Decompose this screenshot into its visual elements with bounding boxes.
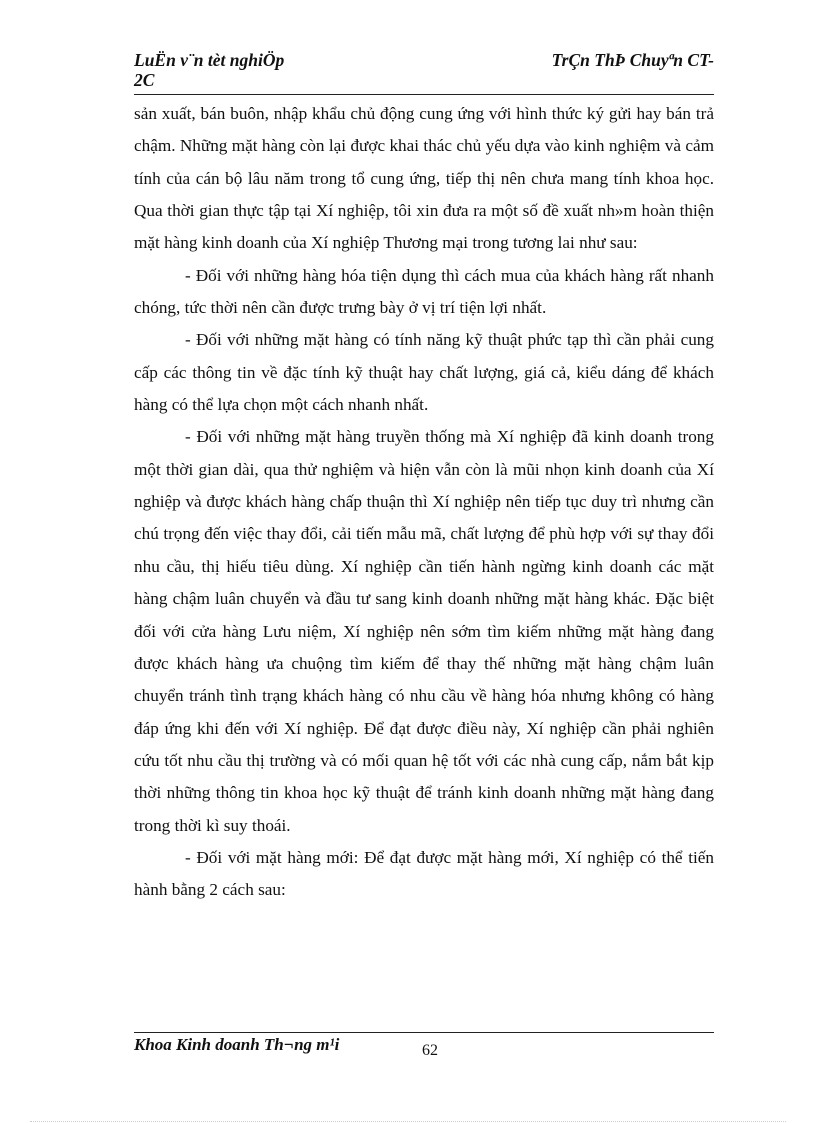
document-body — [134, 98, 714, 907]
paragraph-traditional-goods: - Đối với những mặt hàng truyền thống mà Xí nghiệp đã kinh doanh trong một thời gian dài, qua thử nghiệm và hiện vẫn còn là mũi nhọn kinh doanh của Xí nghiệp và được khách hàng chấp thuận thì Xí nghiệp nên tiếp tục duy trì nhưng cần chú trọng đến việc thay đổi, cải tiến mẫu mã, chất lượng để phù hợp với sự thay đổi nhu cầu, thị hiếu tiêu dùng. Xí nghiệp cần tiến hành ngừng kinh doanh các mặt hàng chậm luân chuyển và đầu tư sang kinh doanh những mặt hàng khác. Đặc biệt đối với cửa hàng Lưu niệm, Xí nghiệp nên sớm tìm kiếm những mặt hàng đang được khách hàng ưa chuộng tìm kiếm để thay thế những mặt hàng chậm luân chuyển tránh tình trạng khách hàng có nhu cầu về hàng hóa nhưng không có hàng đáp ứng khi đến với Xí nghiệp. Để đạt được điều này, Xí nghiệp cần phải nghiên cứu tốt nhu cầu thị trường và có mối quan hệ tốt với các nhà cung cấp, nắm bắt kịp thời những thông tin khoa học kỹ thuật để tránh kinh doanh những mặt hàng đang trong thời kì suy thoái. — [134, 427, 714, 835]
page-footer — [134, 1032, 714, 1073]
footer-faculty: Khoa Kinh doanh Th¬ng m¹i — [134, 1035, 340, 1054]
page-header — [134, 50, 714, 95]
page-number: 62 — [422, 1042, 438, 1059]
paragraph-intro: sản xuất, bán buôn, nhập khẩu chủ động cung ứng với hình thức ký gửi hay bán trả chậm. Những mặt hàng còn lại được khai thác chủ yếu dựa vào kinh nghiệm và cảm tính của cán bộ lâu năm trong tổ cung ứng, tiếp thị nên chưa mang tính khoa học. Qua thời gian thực tập tại Xí nghiệp, tôi xin đưa ra một số đề xuất nh»m hoàn thiện mặt hàng kinh doanh của Xí nghiệp Thương mại trong tương lai như sau: — [134, 104, 714, 253]
header-thesis-title: LuËn v¨n tèt nghiÖp — [134, 50, 285, 70]
paragraph-technical-goods: - Đối với những mặt hàng có tính năng kỹ thuật phức tạp thì cần phải cung cấp các thông tin về đặc tính kỹ thuật hay chất lượng, giá cả, kiểu dáng để khách hàng có thể lựa chọn một cách nhanh nhất. — [134, 330, 714, 415]
header-author-class: 2C — [134, 70, 155, 90]
paragraph-new-goods: - Đối với mặt hàng mới: Để đạt được mặt hàng mới, Xí nghiệp có thể tiến hành bằng 2 cách sau: — [134, 847, 714, 900]
page-bottom-divider — [30, 1121, 786, 1122]
header-author-name: TrÇn ThÞ Chuyªn CT- — [551, 50, 714, 70]
paragraph-convenience-goods: - Đối với những hàng hóa tiện dụng thì cách mua của khách hàng rất nhanh chóng, tức thời nên cần được trưng bày ở vị trí tiện lợi nhất. — [134, 265, 714, 318]
